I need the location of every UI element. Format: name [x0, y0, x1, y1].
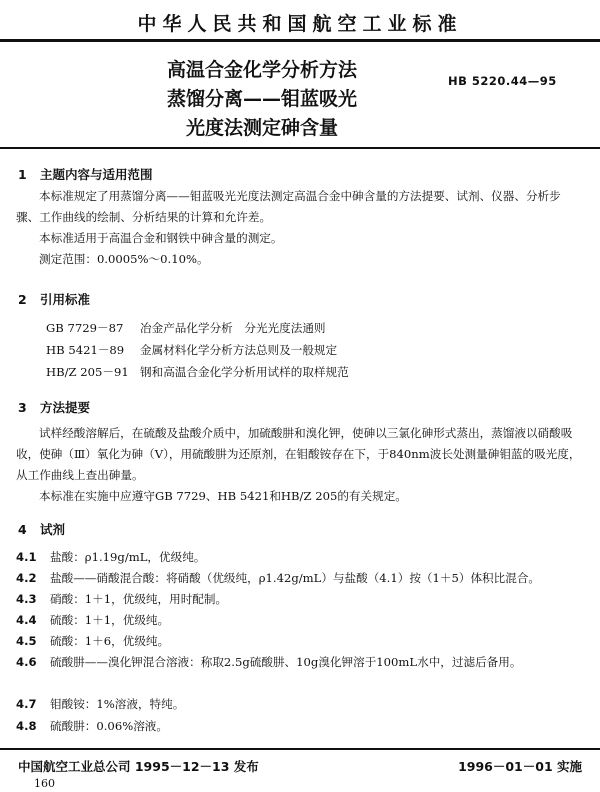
- reference-item: [46, 364, 349, 380]
- reagent-number: 4.3: [16, 592, 37, 606]
- reference-code: HB/Z 205－91: [46, 365, 129, 379]
- effective-date: 1996－01－01 实施: [458, 759, 582, 774]
- section-3-paragraph-2: 本标准在实施中应遵守GB 7729、HB 5421和HB/Z 205的有关规定。: [39, 489, 407, 503]
- reagent-item: [16, 652, 582, 673]
- reference-name: 钢和高温合金化学分析用试样的取样规范: [140, 365, 349, 379]
- reagent-number: 4.1: [16, 550, 37, 564]
- reagent-number: 4.4: [16, 613, 37, 627]
- section-title: 主题内容与适用范围: [40, 167, 153, 182]
- section-4-heading: [18, 520, 65, 538]
- reagent-text: 盐酸——硝酸混合酸：将硝酸（优级纯，ρ1.42g/mL）与盐酸（4.1）按（1＋5）体积比混合。: [50, 571, 541, 585]
- section-number: 2: [18, 292, 27, 307]
- reagent-number: 4.6: [16, 655, 37, 669]
- header-rule: [0, 39, 600, 42]
- reagent-number: 4.2: [16, 571, 37, 585]
- section-1-heading: [18, 165, 153, 183]
- reagent-item: [16, 631, 582, 652]
- reagent-number: 4.5: [16, 634, 37, 648]
- issue-date: 中国航空工业总公司 1995－12－13 发布: [18, 759, 259, 774]
- section-title: 方法提要: [40, 400, 91, 415]
- section-2-heading: [18, 290, 90, 308]
- reference-item: [46, 342, 337, 358]
- section-number: 1: [18, 167, 27, 182]
- standard-header: 中华人民共和国航空工业标准: [137, 13, 463, 35]
- title-line-2: 蒸馏分离——钼蓝吸光: [166, 88, 357, 110]
- section-number: 4: [18, 522, 27, 537]
- reagent-text: 硫酸：1＋6，优级纯。: [50, 634, 170, 648]
- reagent-text: 硫酸：1＋1，优级纯。: [50, 613, 170, 627]
- reagent-item: [16, 568, 582, 589]
- reagent-number: 4.7: [16, 697, 37, 711]
- section-3-paragraph-1: 试样经酸溶解后，在硫酸及盐酸介质中，加硫酸肼和溴化钾，使砷以三氯化砷形式蒸出，蒸馏液以硝酸吸收，使砷（Ⅲ）氧化为砷（Ⅴ），用硫酸肼为还原剂，在钼酸铵存在下，于840nm波长处测量砷钼蓝的吸光度，从工作曲线上查出砷量。: [16, 426, 581, 482]
- reagent-item: [16, 547, 582, 568]
- section-title: 试剂: [40, 522, 66, 537]
- reference-code: GB 7729－87: [46, 321, 124, 335]
- reagent-item: [16, 589, 582, 610]
- reference-name: 冶金产品化学分析 分光光度法通则: [140, 321, 326, 335]
- section-1-paragraph-2: 本标准适用于高温合金和钢铁中砷含量的测定。: [39, 231, 283, 245]
- reference-code: HB 5421－89: [46, 343, 125, 357]
- page-number: 160: [34, 777, 55, 790]
- footer-rule: [0, 748, 600, 750]
- standard-number: HB 5220.44—95: [448, 74, 557, 88]
- document-title: [112, 56, 412, 143]
- reference-name: 金属材料化学分析方法总则及一般规定: [140, 343, 338, 357]
- title-rule: [0, 147, 600, 149]
- section-title: 引用标准: [40, 292, 91, 307]
- reagent-text: 硫酸肼：0.06%溶液。: [50, 719, 168, 733]
- section-1-paragraph-3: 测定范围：0.0005%～0.10%。: [39, 252, 209, 266]
- reagent-item: [16, 694, 582, 715]
- reagent-text: 盐酸：ρ1.19g/mL，优级纯。: [50, 550, 206, 564]
- reagent-number: 4.8: [16, 719, 37, 733]
- reagent-item: [16, 716, 582, 737]
- reagent-text: 硫酸肼——溴化钾混合溶液：称取2.5g硫酸肼、10g溴化钾溶于100mL水中，过滤后备用。: [50, 655, 522, 669]
- reagent-text: 硝酸：1＋1，优级纯，用时配制。: [50, 592, 228, 606]
- section-3-heading: [18, 398, 90, 416]
- reagent-text: 钼酸铵：1%溶液，特纯。: [50, 697, 185, 711]
- reagent-item: [16, 610, 582, 631]
- section-number: 3: [18, 400, 27, 415]
- reference-item: [46, 320, 326, 336]
- title-line-3: 光度法测定砷含量: [185, 117, 338, 139]
- title-line-1: 高温合金化学分析方法: [166, 59, 357, 81]
- section-1-paragraph-1: 本标准规定了用蒸馏分离——钼蓝吸光光度法测定高温合金中砷含量的方法提要、试剂、仪器、分析步骤、工作曲线的绘制、分析结果的计算和允许差。: [16, 189, 561, 224]
